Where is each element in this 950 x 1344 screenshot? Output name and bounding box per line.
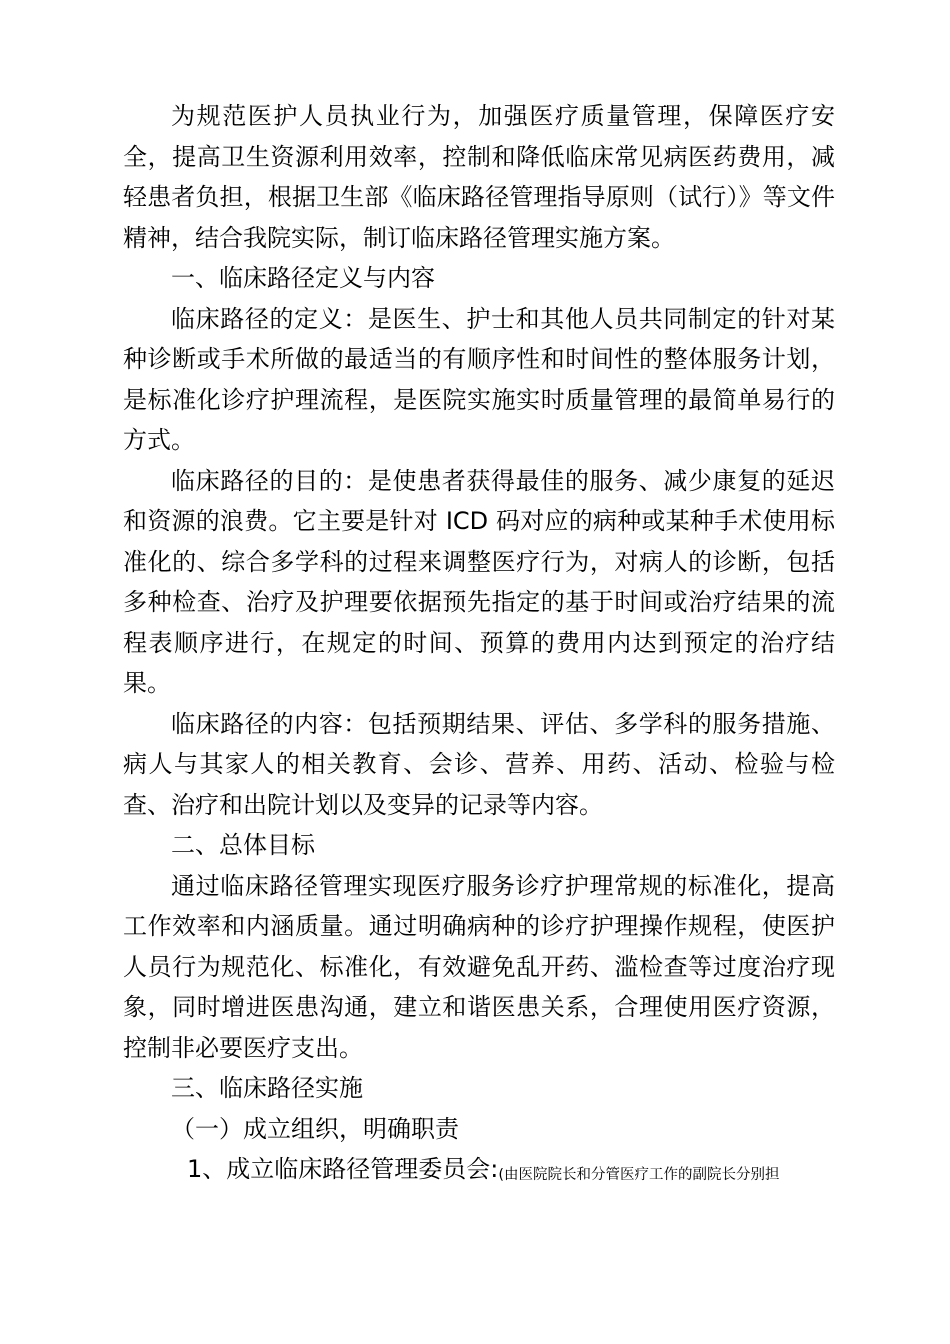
purpose-paragraph: 临床路径的目的：是使患者获得最佳的服务、减少康复的延迟和资源的浪费。它主要是针对 ICD 码对应的病种或某种手术使用标准化的、综合多学科的过程来调整医疗行为，对病人的诊断，包括多种检查、治疗及护理要依据预先指定的基于时间或治疗结果的流程表顺序进行，在规定的时间、预算的费用内达到预定的治疗结果。 [123, 466, 835, 697]
subsection-heading: （一）成立组织，明确职责 [171, 1114, 459, 1143]
content-paragraph: 临床路径的内容：包括预期结果、评估、多学科的服务措施、病人与其家人的相关教育、会诊、营养、用药、活动、检验与检查、治疗和出院计划以及变异的记录等内容。 [123, 709, 835, 819]
document-body [123, 96, 835, 1196]
section-2-heading: 二、总体目标 [171, 831, 315, 859]
intro-paragraph: 为规范医护人员执业行为，加强医疗质量管理，保障医疗安全，提高卫生资源利用效率，控制和降低临床常见病医药费用，减轻患者负担，根据卫生部《临床路径管理指导原则（试行）》等文件精神，结合我院实际，制订临床路径管理实施方案。 [123, 102, 835, 252]
list-item-1-text: 1、成立临床路径管理委员会: [187, 1155, 499, 1183]
goal-paragraph: 通过临床路径管理实现医疗服务诊疗护理常规的标准化，提高工作效率和内涵质量。通过明确病种的诊疗护理操作规程，使医护人员行为规范化、标准化，有效避免乱开药、滥检查等过度治疗现象，同时增进医患沟通，建立和谐医患关系，合理使用医疗资源，控制非必要医疗支出。 [123, 871, 835, 1062]
list-item-1 [123, 1149, 835, 1196]
list-item-1-note: (由医院院长和分管医疗工作的副院长分别担 [498, 1167, 780, 1183]
definition-paragraph: 临床路径的定义：是医生、护士和其他人员共同制定的针对某种诊断或手术所做的最适当的有顺序性和时间性的整体服务计划，是标准化诊疗护理流程，是医院实施实时质量管理的最简单易行的方式。 [123, 304, 835, 454]
section-1-heading: 一、临床路径定义与内容 [171, 264, 435, 292]
section-3-heading: 三、临床路径实施 [171, 1074, 363, 1102]
